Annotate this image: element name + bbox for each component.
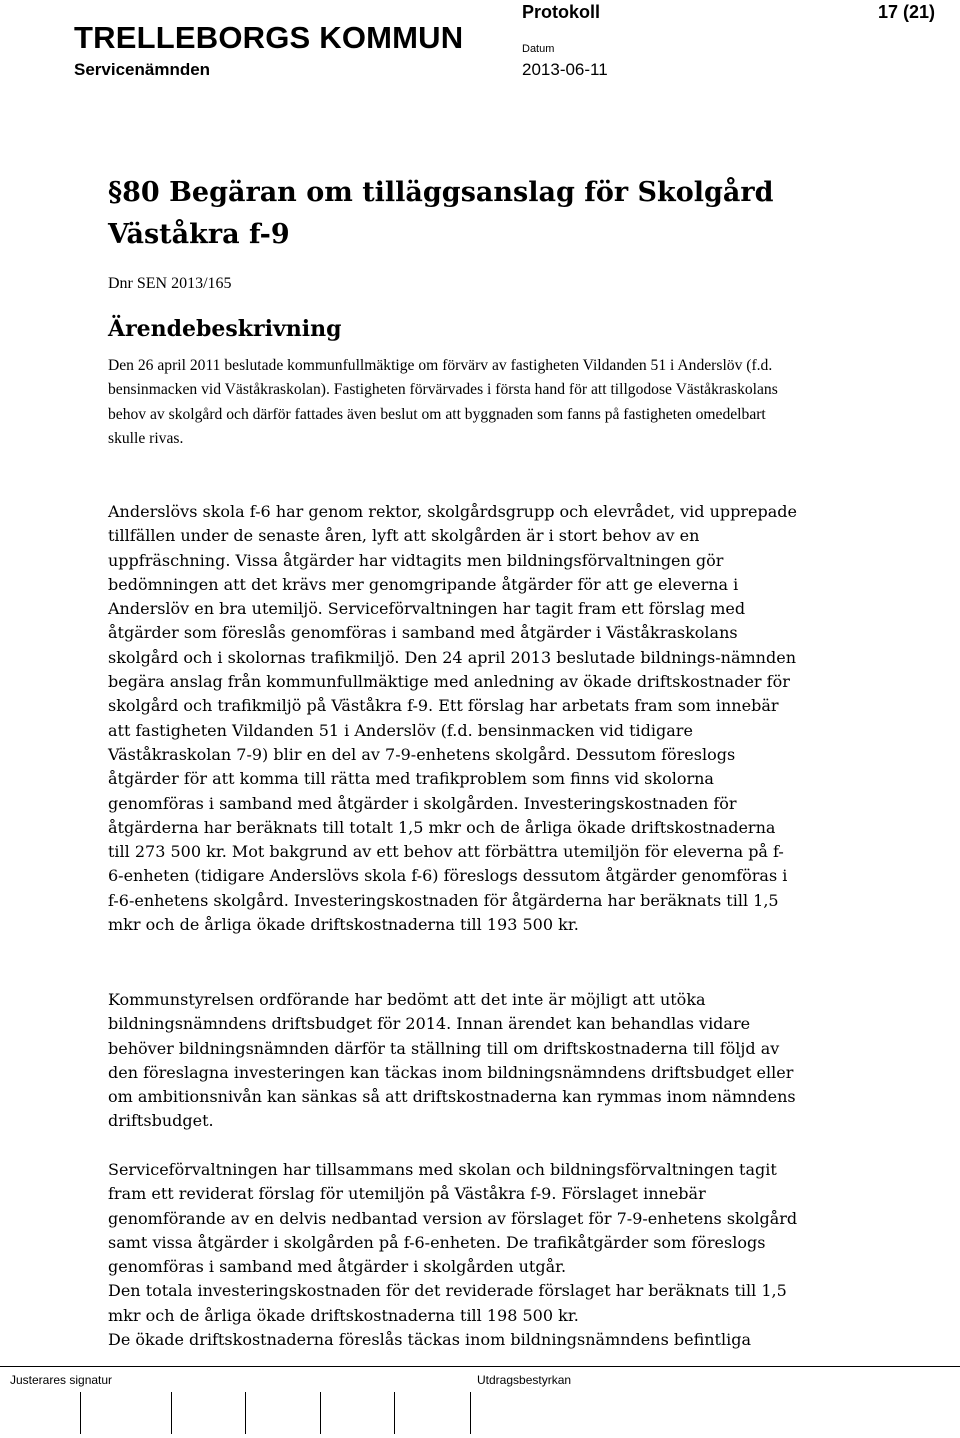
paragraph-2 [108, 500, 798, 937]
certification-label: Utdragsbestyrkan [477, 1373, 572, 1387]
paragraph-text: Den totala investeringskostnaden för det reviderade förslaget har beräknats till 1,5 mkr och de årliga ökade driftskostnaderna till 198 500 kr. [108, 1281, 787, 1325]
signature-box-divider [394, 1392, 395, 1434]
signature-label: Justerares signatur [10, 1373, 113, 1387]
department-name: Servicenämnden [74, 60, 211, 79]
organization-name: TRELLEBORGS KOMMUN [74, 20, 464, 55]
date-label: Datum [522, 43, 555, 55]
document-type: Protokoll [522, 2, 601, 22]
paragraph-text: Serviceförvaltningen har tillsammans med skolan och bildningsförvaltningen tagit fram ett reviderat förslag för utemiljön på Väståkra f-9. Förslaget innebär genomförande av en delvis nedbantad version av förslaget för 7-9-enhetens skolgård samt vissa åtgärder i skolgården på f-6-enheten. De trafikåtgärder som föreslogs genomföras i samband med åtgärder i skolgården utgår. [108, 1160, 798, 1277]
paragraph-text: Den 26 april 2011 beslutade kommunfullmäktige om förvärv av fastigheten Vildanden 51 i Anderslöv (f.d. bensinmacken vid Väståkraskolan). Fastigheten förvärvades i första hand för att tillgodose Väståkraskolans behov av skolgård och därför fattades även beslut om att byggnaden som fanns på fastigheten omedelbart skulle rivas. [108, 357, 778, 447]
signature-box-divider [470, 1392, 471, 1434]
paragraph-4 [108, 1158, 798, 1352]
section-heading: Ärendebeskrivning [108, 316, 342, 342]
signature-box-divider [80, 1392, 81, 1434]
case-number: Dnr SEN 2013/165 [108, 275, 232, 292]
date-value: 2013-06-11 [522, 60, 608, 79]
signature-box-divider [171, 1392, 172, 1434]
paragraph-text: Kommunstyrelsen ordförande har bedömt att det inte är möjligt att utöka bildningsnämndens driftsbudget för 2014. Innan ärendet kan behandlas vidare behöver bildningsnämnden därför ta ställning till om driftskostnaderna till följd av den föreslagna investeringen kan täckas inom bildningsnämndens driftsbudget eller om ambitionsnivån kan sänkas så att driftskostnaderna kan rymmas inom nämndens driftsbudget. [108, 990, 796, 1131]
paragraph-text: Anderslövs skola f-6 har genom rektor, skolgårdsgrupp och elevrådet, vid upprepade tillfällen under de senaste åren, lyft att skolgården är i stort behov av en uppfräschning. Vissa åtgärder har vidtagits men bildningsförvaltningen gör bedömningen att det krävs mer genomgripande åtgärder för att ge eleverna i Anderslöv en bra utemiljö. Serviceförvaltningen har tagit fram ett förslag med åtgärder som föreslås genomföras i samband med åtgärder i Väståkraskolans skolgård och i skolornas trafikmiljö. Den 24 april 2013 beslutade bildnings-nämnden begära anslag från kommunfullmäktige med anledning av ökade driftskostnader för skolgård och trafikmiljö på Väståkra f-9. Ett förslag har arbetats fram som innebär att fastigheten Vildanden 51 i Anderslöv (f.d. bensinmacken vid tidigare Väståkraskolan 7-9) blir en del av 7-9-enhetens skolgård. Dessutom föreslogs åtgärder för att komma till rätta med trafikproblem som finns vid skolorna genomföras i samband med åtgärder i skolgården. Investeringskostnaden för åtgärderna har beräknats till totalt 1,5 mkr och de årliga ökade driftskostnaderna till 273 500 kr. Mot bakgrund av ett behov att förbättra utemiljön för eleverna på f-6-enheten (tidigare Anderslövs skola f-6) föreslogs dessutom åtgärder genomföras i f-6-enhetens skolgård. Investeringskostnaden för åtgärderna har beräknats till 1,5 mkr och de årliga ökade driftskostnaderna till 193 500 kr. [108, 502, 798, 935]
signature-box-divider [245, 1392, 246, 1434]
section-title: §80 Begäran om tilläggsanslag för Skolgård Väståkra f-9 [108, 177, 774, 251]
page-number: 17 (21) [878, 2, 936, 22]
paragraph-1 [108, 354, 798, 451]
paragraph-text: De ökade driftskostnaderna föreslås täckas inom bildningsnämndens befintliga [108, 1330, 751, 1350]
footer-divider [0, 1366, 960, 1367]
signature-box-divider [320, 1392, 321, 1434]
paragraph-3 [108, 988, 798, 1134]
